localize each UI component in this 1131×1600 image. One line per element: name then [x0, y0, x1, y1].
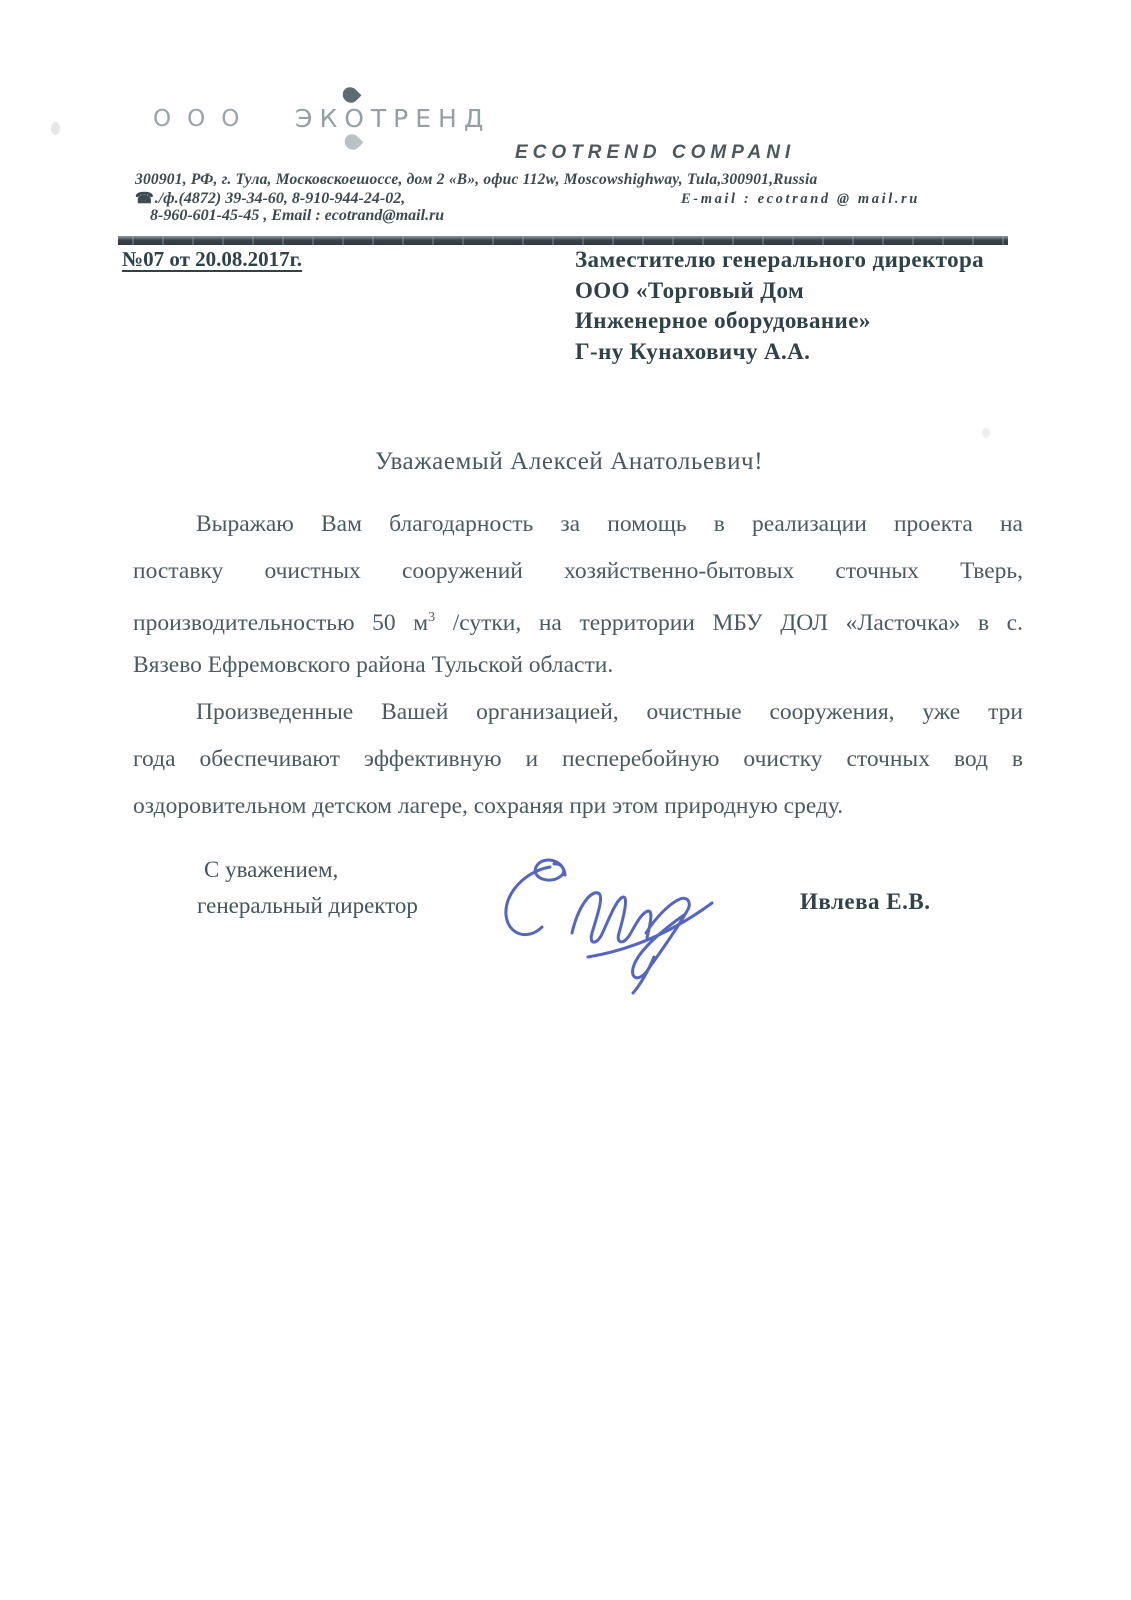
signer-name: Ивлева Е.В.	[800, 889, 931, 914]
salutation: Уважаемый Алексей Анатольевич!	[375, 448, 764, 475]
scan-smudge	[982, 428, 990, 438]
leaf-drop-icon	[342, 131, 364, 153]
closing-phrase: С уважением,	[204, 857, 339, 882]
phone-icon: ☎	[135, 191, 154, 207]
logo-name-wrap	[295, 104, 490, 133]
body-line: Вязево Ефремовского района Тульской области.	[133, 652, 614, 678]
company-address: 300901, РФ, г. Тула, Московскоешоссе, дом 2 «В», офис 112w, Moscowshighway, Tula,300901,Russia	[135, 171, 818, 188]
body-line: Произведенные Вашей организацией, очистные сооружения, уже три	[196, 699, 1023, 725]
superscript-cubed: 3	[428, 610, 436, 625]
letter-body	[133, 504, 1023, 833]
body-line-segment: производительностью 50 м	[133, 610, 429, 636]
body-line-segment: /сутки, на территории МБУ ДОЛ «Ласточка» в с.	[435, 610, 1023, 636]
company-name-latin: ECOTREND COMPANI	[515, 142, 796, 163]
phone-fax-numbers: ./ф.(4872) 39-34-60, 8-910-944-24-02,	[154, 190, 406, 207]
header-divider-bar	[118, 236, 1008, 245]
body-line: поставку очистных сооружений хозяйственно-бытовых сточных Тверь,	[133, 558, 1023, 584]
handwritten-signature	[468, 845, 728, 995]
logo-name-text: ЭКОТРЕНД	[295, 104, 491, 133]
addressee-line: ООО «Торговый Дом	[575, 277, 805, 303]
addressee-line: Заместителю генерального директора	[575, 247, 985, 272]
body-line: оздоровительном детском лагере, сохраняя при этом природную среду.	[133, 793, 844, 819]
body-line	[133, 598, 1023, 645]
signer-title: генеральный директор	[197, 893, 418, 918]
leaf-drop-icon	[340, 84, 362, 106]
logo-ooo-text: ООО	[153, 106, 256, 132]
reference-number: №07 от 20.08.2017г.	[122, 247, 303, 271]
body-line: года обеспечивают эффективную и песперебойную очистку сточных вод в	[133, 746, 1023, 772]
company-logo	[153, 104, 491, 133]
scan-smudge	[51, 122, 60, 135]
addressee-block	[575, 245, 984, 367]
addressee-line: Г-ну Кунаховичу А.А.	[575, 338, 811, 364]
company-email: E-mail : ecotrand @ mail.ru	[681, 191, 920, 207]
phone-fax-line	[135, 189, 405, 208]
mobile-email-line: 8-960-601-45-45 , Email : ecotrand@mail.ru	[150, 207, 445, 224]
body-line: Выражаю Вам благодарность за помощь в реализации проекта на	[196, 511, 1023, 537]
addressee-line: Инженерное оборудование»	[575, 308, 871, 333]
